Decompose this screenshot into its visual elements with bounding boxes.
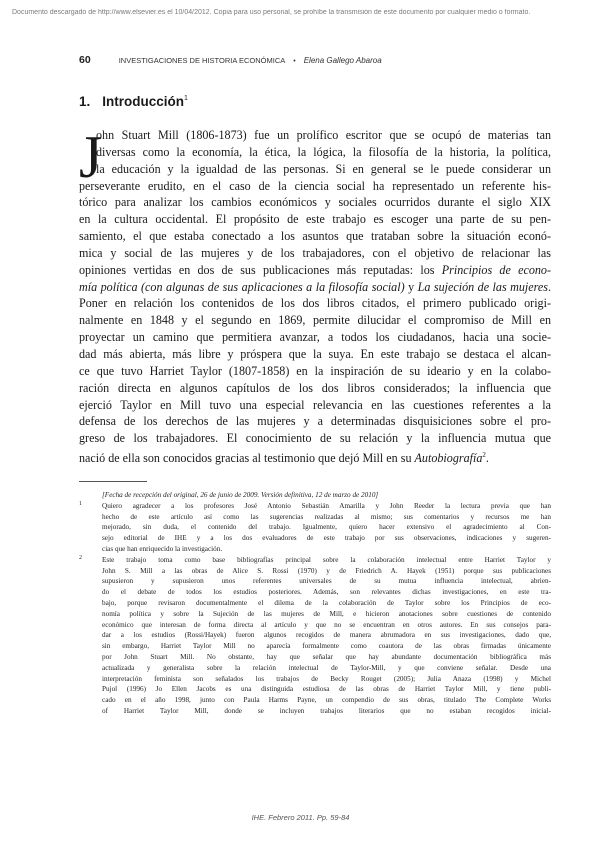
footnote-line: actualizada y generalista sobre la relación intelectual de Taylor-Mill, y que conviene señalar. Desde una (102, 663, 551, 672)
body-line: ración directa en algunos capítulos de los dos libros considerados; la influencia que (79, 380, 551, 395)
footnote-line: sejo editorial de IHE y a los dos evaluadores de este trabajo por sus observaciones, indicaciones y sugeren- (102, 534, 551, 543)
body-line (79, 262, 551, 279)
body-line: la educación y la igualdad de las personas. Si en general se le puede considerar un (96, 161, 551, 176)
body-paragraph (79, 124, 551, 466)
footnote-line: Quiero agradecer a los profesores José Antonio Sebastián Amarilla y John Reeder la lectura previa que han (102, 501, 551, 510)
body-line: nalmente en 1848 y el segundo en 1869, permite dilucidar el compromiso de Mill en (79, 313, 551, 328)
page-number: 60 (79, 54, 91, 66)
body-line: diversas como la economía, la ética, la lógica, la filosofía de la historia, la política, (96, 144, 551, 159)
footnote-line: hecho de este artículo así como las sugerencias realizadas al mismo; sus comentarios y recursos me han (102, 512, 551, 521)
footnote-line: cado en el año 1998, junto con Paula Harms Payne, un compendio de sus obras, titulado The Complete Works (102, 696, 551, 705)
footnotes (79, 490, 551, 717)
book-title-autobiografia: Autobiografía (414, 451, 483, 466)
footnote-line: económico que interesan de forma directa al artículo y que no se encuentran en otros autores. En sus consejos para- (102, 620, 551, 629)
footnote-line: Pujol (1996) Jo Ellen Jacobs es una distinguida estudiosa de las obras de Harriet Taylor Mill, y tiene publi- (102, 685, 551, 694)
book-title-sujecion: La sujeción de las mujeres (417, 279, 548, 294)
body-line: Poner en relación los contenidos de los dos libros citados, el primero publicado origi- (79, 296, 551, 311)
journal-name: INVESTIGACIONES DE HISTORIA ECONÓMICA (118, 56, 286, 65)
section-heading (79, 94, 188, 109)
body-line: ce que tuvo Harriet Taylor (1807-1858) en la inspiración de su ideario y en la colabo- (79, 363, 551, 378)
body-line: mica y social de las mujeres y de los trabajadores, con el objetivo de relacionar las (79, 245, 551, 260)
footnote-rule (79, 481, 147, 482)
body-line-text: . (485, 451, 489, 466)
footnote-line: of Harriet Taylor Mill, donde se incluyen trabajos literarios que no estaban recogidos inicial- (102, 706, 551, 715)
footnote-line: dar a los estudios (Rossi/Hayek) fueron algunos recogidos de manera abrumadora en sus investigaciones, dado que, (102, 631, 551, 640)
body-line: dad más abierta, más libre y próspera que la suya. En este trabajo se destaca el alcan- (79, 346, 551, 361)
footnote-line: do el debate de todos los estudios posteriores. Además, son relevantes dichas investigaciones, en este tra- (102, 588, 551, 597)
body-line: samiento, el que estaba conectado a los asuntos que trataban sobre la situación econó- (79, 229, 551, 244)
running-head (79, 54, 549, 68)
body-line (79, 279, 551, 296)
body-line-text: nació de ella son conocidos gracias al testimonio que dejó Mill en su (79, 451, 415, 466)
body-line (79, 447, 551, 464)
body-line-text: . (547, 279, 551, 294)
page-footer: IHE. Febrero 2011. Pp. 59-84 (251, 813, 350, 822)
received-dates-text: [Fecha de recepción del original, 26 de junio de 2009. Versión definitiva, 12 de marzo de 2010] (102, 491, 379, 499)
body-line: ohn Stuart Mill (1806-1873) fue un prolífico escritor que se ocupó de materias tan (96, 128, 551, 142)
body-line: ejerció Taylor en Mill tuvo una especial relevancia en las cuestiones referentes a la (79, 397, 551, 412)
footnote-line: por John Stuart Mill. No obstante, hay que señalar que hay abundante documentación bibliográfica más (102, 652, 551, 661)
body-line: defensa de los derechos de las mujeres y a determinadas disquisiciones sobre el pro- (79, 414, 551, 429)
footnote-line: cias que han enriquecido la investigación. (102, 544, 223, 553)
footnote-1 (79, 501, 551, 555)
section-title: Introducción (102, 94, 185, 109)
footnote-line: John S. Mill a las obras de Alice S. Rossi (1970) y de Friedrich A. Hayek (1951) porque sus publicaciones (102, 566, 551, 575)
body-line: perseverante erudito, en el caso de la ciencia social ha representado un referente his- (79, 178, 551, 193)
received-dates (79, 490, 551, 501)
body-line: greso de los trabajadores. El conocimiento de su relación y la influencia mutua que (79, 431, 551, 446)
book-title-principios: Principios de econo- (441, 262, 551, 277)
body-line-text: y (404, 279, 418, 294)
footnote-line: Este trabajo toma como base bibliografías principal sobre la colaboración intelectual entre Harriet Taylor y (102, 555, 551, 564)
footnote-2 (79, 555, 551, 717)
body-line-text: opiniones vertidas en dos de sus publicaciones más reputadas: los (79, 262, 435, 277)
footnote-1-mark: 1 (79, 500, 82, 507)
body-line: proyectar un camino que permitiera avanzar, a todos los ciudadanos, hacia una socie- (79, 330, 551, 345)
footnote-ref-2[interactable]: 2 (482, 451, 486, 460)
footnote-line: interpretación feminista son señalados los trabajos de Becky Rouget (2005); Julia Anaza (1998) y Michel (102, 674, 551, 683)
body-line: en la cultura occidental. El propósito de este trabajo es escoger una parte de su pen- (79, 212, 551, 227)
body-line: tórico para analizar los cambios económicos y sociales ocurridos durante el siglo XIX (79, 195, 551, 210)
footnote-ref-1[interactable]: 1 (184, 95, 188, 102)
download-watermark: Documento descargado de http://www.elsevier.es el 10/04/2012. Copia para uso personal, se prohíbe la transmisión de este documento por cualquier medio o formato. (12, 9, 531, 16)
footnote-line: nomía política y sobre la Sujeción de las mujeres de Mill, e hicieron anotaciones sobre cuestiones de contenido (102, 609, 551, 618)
footnote-line: mejorado, sin duda, el contenido del trabajo. Igualmente, quiero hacer extensivo el agradecimiento al Con- (102, 523, 551, 532)
footnote-line: supusieron y supusieron unos referentes universales de su mutua influencia intelectual, abrien- (102, 577, 551, 586)
bullet-separator: • (293, 58, 296, 65)
footnote-2-mark: 2 (79, 554, 82, 561)
drop-cap: J (79, 124, 103, 190)
footnote-line: sin embargo, Harriet Taylor Mill no aparecía formalmente como coautora de las obras firmadas únicamente (102, 642, 551, 651)
section-number: 1. (79, 94, 91, 109)
book-title-principios-cont: mía política (con algunas de sus aplicaciones a la filosofía social) (79, 279, 405, 294)
author-name: Elena Gallego Abaroa (303, 56, 382, 65)
footnote-line: bajo, porque revisaron documentalmente el dilema de la colaboración de Taylor sobre los Principios de eco- (102, 598, 551, 607)
